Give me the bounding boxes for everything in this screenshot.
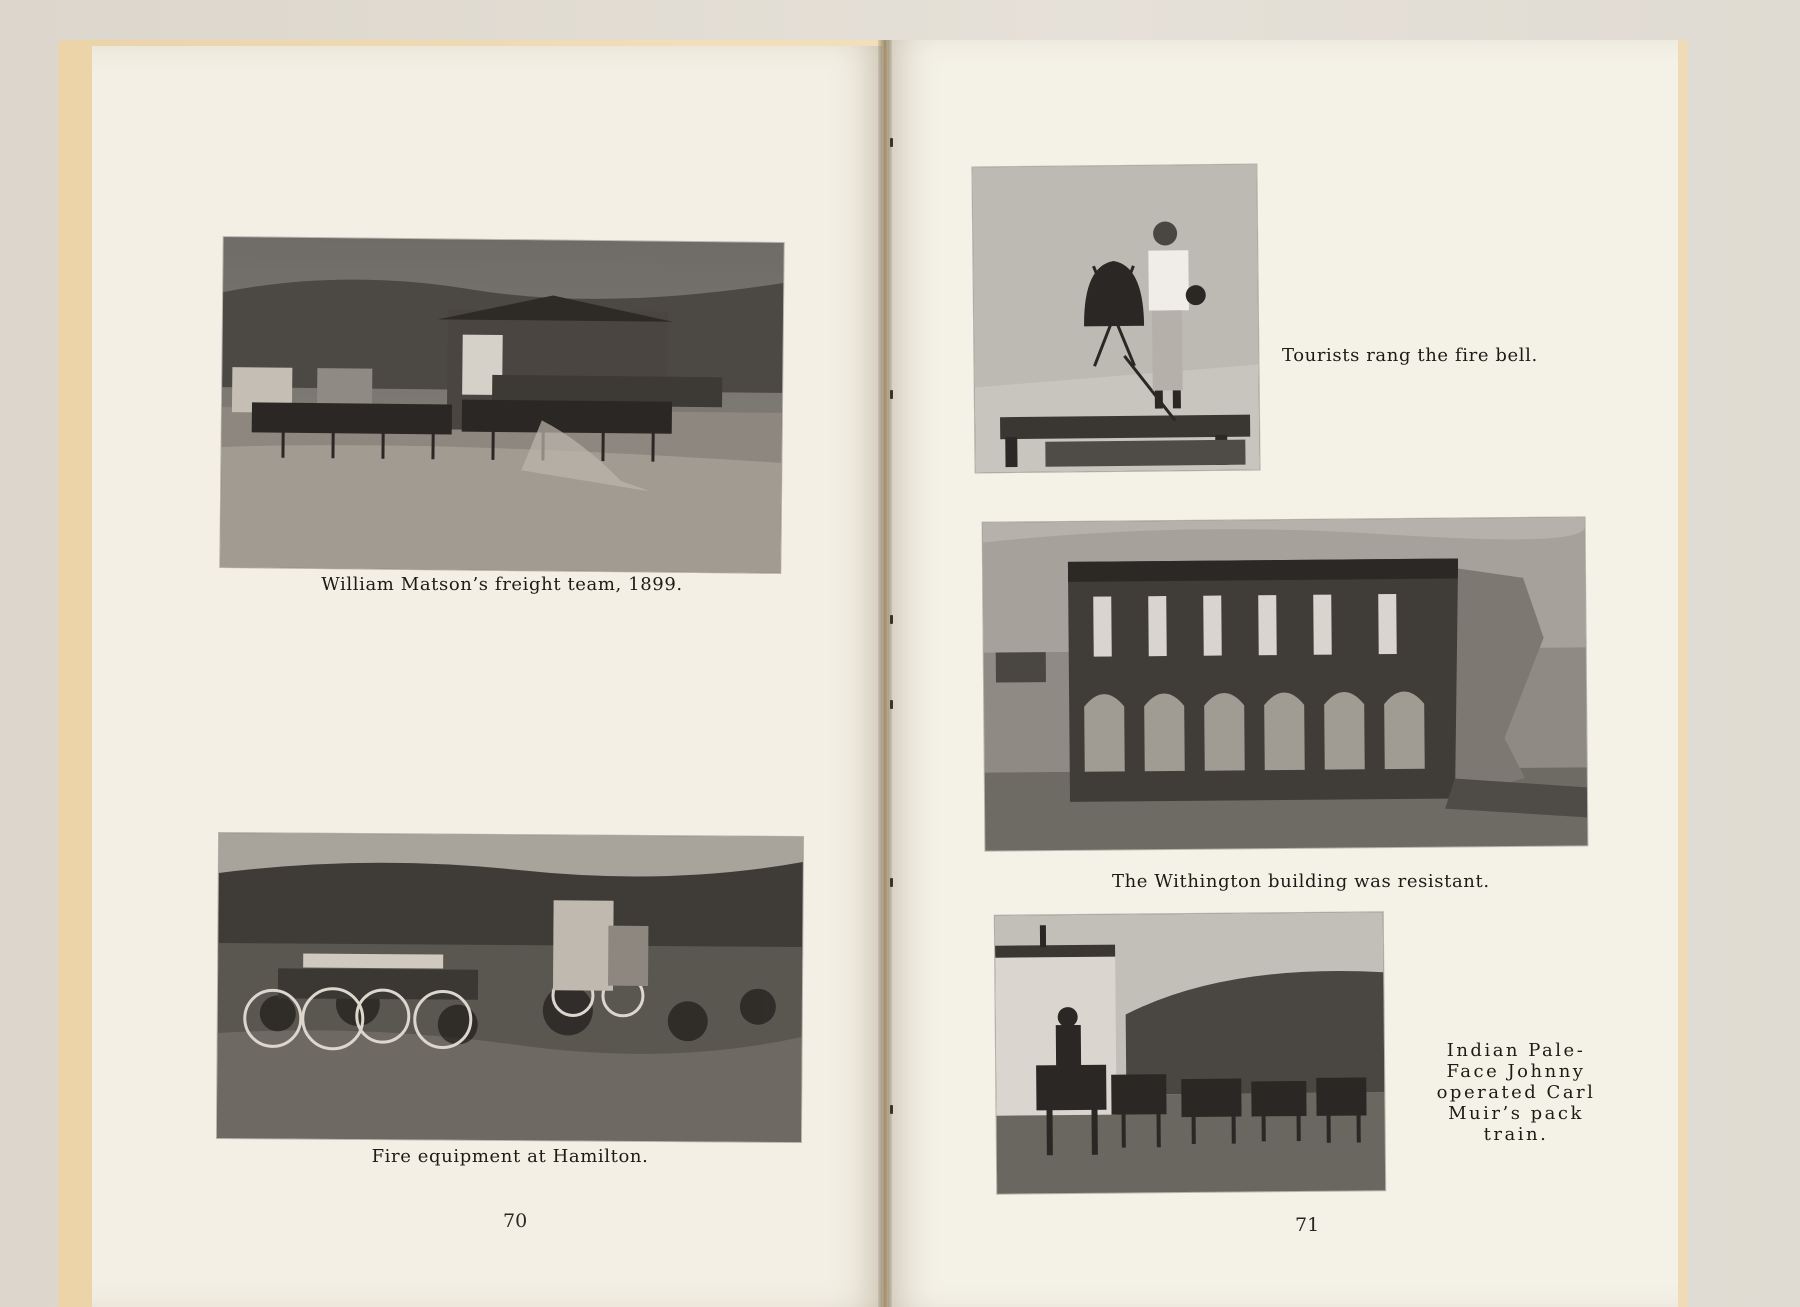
- freight-team-photo: [220, 237, 783, 573]
- pack-train-caption-line: operated Carl: [1436, 1082, 1596, 1103]
- pack-train-caption-line: Muir’s pack: [1448, 1103, 1584, 1124]
- fire-equipment-caption: Fire equipment at Hamilton.: [371, 1146, 649, 1167]
- page-number-right: 71: [1295, 1214, 1320, 1236]
- page-number-left: 70: [503, 1210, 528, 1232]
- fire-bell-photo: [972, 165, 1259, 473]
- binding-stitch: [890, 615, 893, 624]
- binding-stitch: [890, 390, 893, 399]
- pack-train-caption-line: Face Johnny: [1446, 1061, 1586, 1082]
- freight-team-caption: William Matson’s freight team, 1899.: [321, 574, 683, 595]
- binding-stitch: [890, 138, 893, 147]
- pack-train-photo: [995, 912, 1385, 1193]
- pack-train-caption-line: Indian Pale-: [1446, 1040, 1586, 1061]
- book-gutter: [878, 40, 892, 1307]
- binding-stitch: [890, 700, 893, 709]
- binding-stitch: [890, 1105, 893, 1114]
- fire-equipment-photo: [217, 833, 803, 1142]
- withington-caption: The Withington building was resistant.: [1112, 871, 1490, 892]
- binding-stitch: [890, 878, 893, 887]
- withington-building-photo: [983, 517, 1588, 850]
- pack-train-caption: [1436, 1040, 1596, 1145]
- pack-train-caption-line: train.: [1483, 1124, 1549, 1145]
- fire-bell-caption: Tourists rang the fire bell.: [1282, 345, 1538, 366]
